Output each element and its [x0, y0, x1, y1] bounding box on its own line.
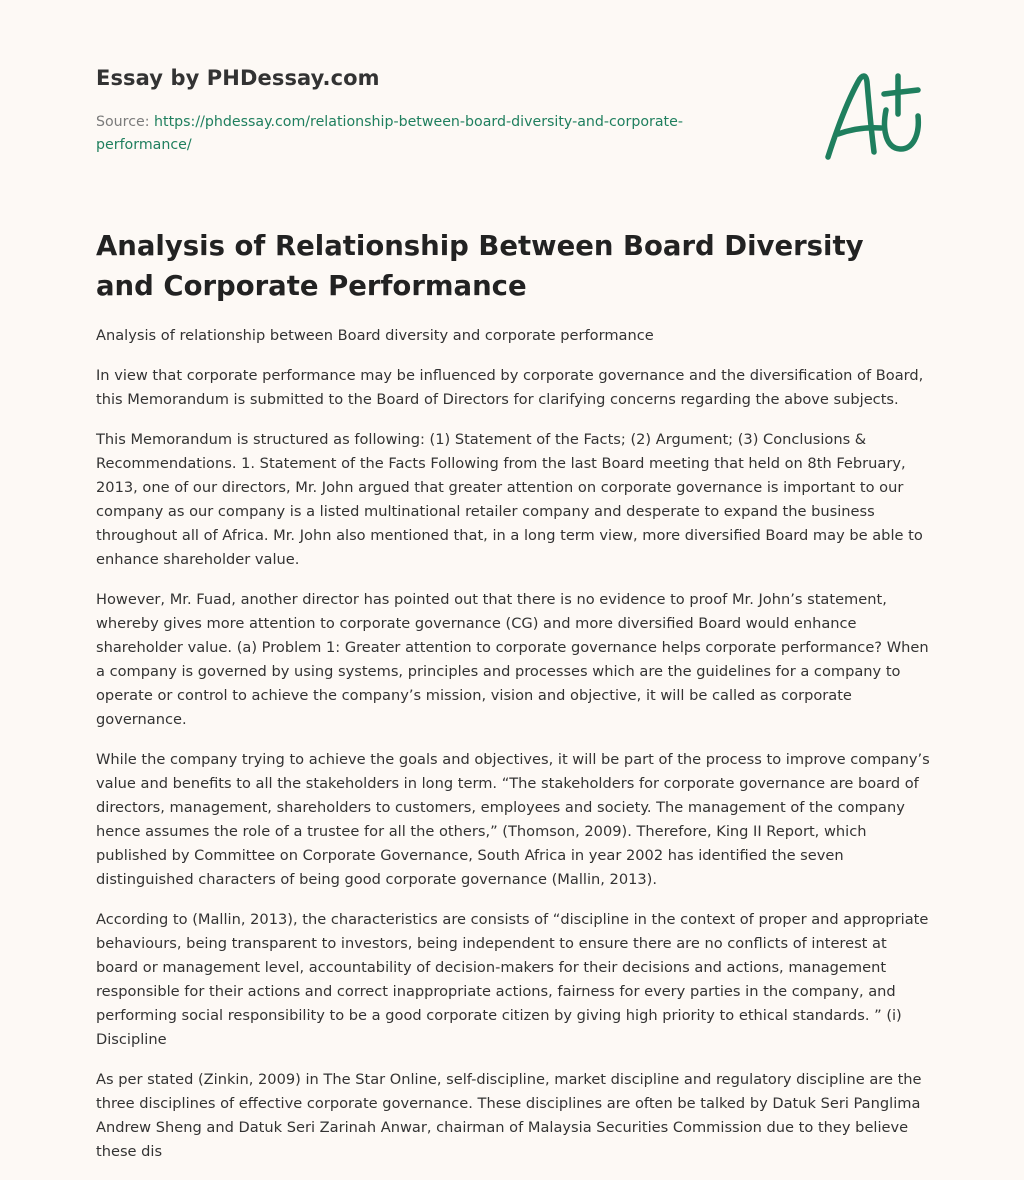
- paragraph: In view that corporate performance may be influenced by corporate governance and the diversification of Board, this Memorandum is submitted to the Board of Directors for clarifying concerns regarding the above subjects.: [96, 367, 924, 408]
- paragraph: This Memorandum is structured as following: (1) Statement of the Facts; (2) Argument; (3) Conclusions & Recommendations. 1. Statement of the Facts Following from the last Board meeting that held on 8th February, 2013, one of our directors, Mr. John argued that greater attention on corporate governance is important to our company as our company is a listed multinational retailer company and desperate to expand the business throughout all of Africa. Mr. John also mentioned that, in a long term view, more diversified Board may be able to enhance shareholder value.: [96, 431, 923, 568]
- paragraph: Analysis of relationship between Board diversity and corporate performance: [96, 327, 654, 344]
- source-label: Source:: [96, 114, 150, 130]
- paragraph: While the company trying to achieve the goals and objectives, it will be part of the process to improve company’s value and benefits to all the stakeholders in long term. “The stakeholders for corporate governance are board of directors, management, shareholders to customers, employees and society. The management of the company hence assumes the role of a trustee for all the others,” (Thomson, 2009). Therefore, King II Report, which published by Committee on Corporate Governance, South Africa in year 2002 has identified the seven distinguished characters of being good corporate governance (Mallin, 2013).: [96, 751, 930, 888]
- paragraph: However, Mr. Fuad, another director has pointed out that there is no evidence to proof Mr. John’s statement, whereby gives more attention to corporate governance (CG) and more diversified Board would enhance shareholder value. (a) Problem 1: Greater attention to corporate governance helps corporate performance? When a company is governed by using systems, principles and processes which are the guidelines for a company to operate or control to achieve the company’s mission, vision and objective, it will be called as corporate governance.: [96, 591, 929, 728]
- source-link[interactable]: https://phdessay.com/relationship-between-board-diversity-and-corporate-performance/: [96, 114, 683, 153]
- site-brand: Essay by PHDessay.com: [96, 66, 380, 90]
- source-line: [96, 111, 736, 157]
- paragraph: According to (Mallin, 2013), the characteristics are consists of “discipline in the context of proper and appropriate behaviours, being transparent to investors, being independent to ensure there are no conflicts of interest at board or management level, accountability of decision-makers for their decisions and actions, management responsible for their actions and correct inappropriate actions, fairness for every parties in the company, and performing social responsibility to be a good corporate citizen by giving high priority to ethical standards. ” (i) Discipline: [96, 911, 929, 1048]
- paragraph: As per stated (Zinkin, 2009) in The Star Online, self-discipline, market discipline and regulatory discipline are the three disciplines of effective corporate governance. These disciplines are often be talked by Datuk Seri Panglima Andrew Sheng and Datuk Seri Zarinah Anwar, chairman of Malaysia Securities Commission due to they believe these dis: [96, 1071, 922, 1160]
- a-plus-logo-icon: [818, 66, 928, 166]
- essay-title: Analysis of Relationship Between Board Diversity and Corporate Performance: [96, 230, 864, 302]
- essay-body: [96, 324, 932, 1180]
